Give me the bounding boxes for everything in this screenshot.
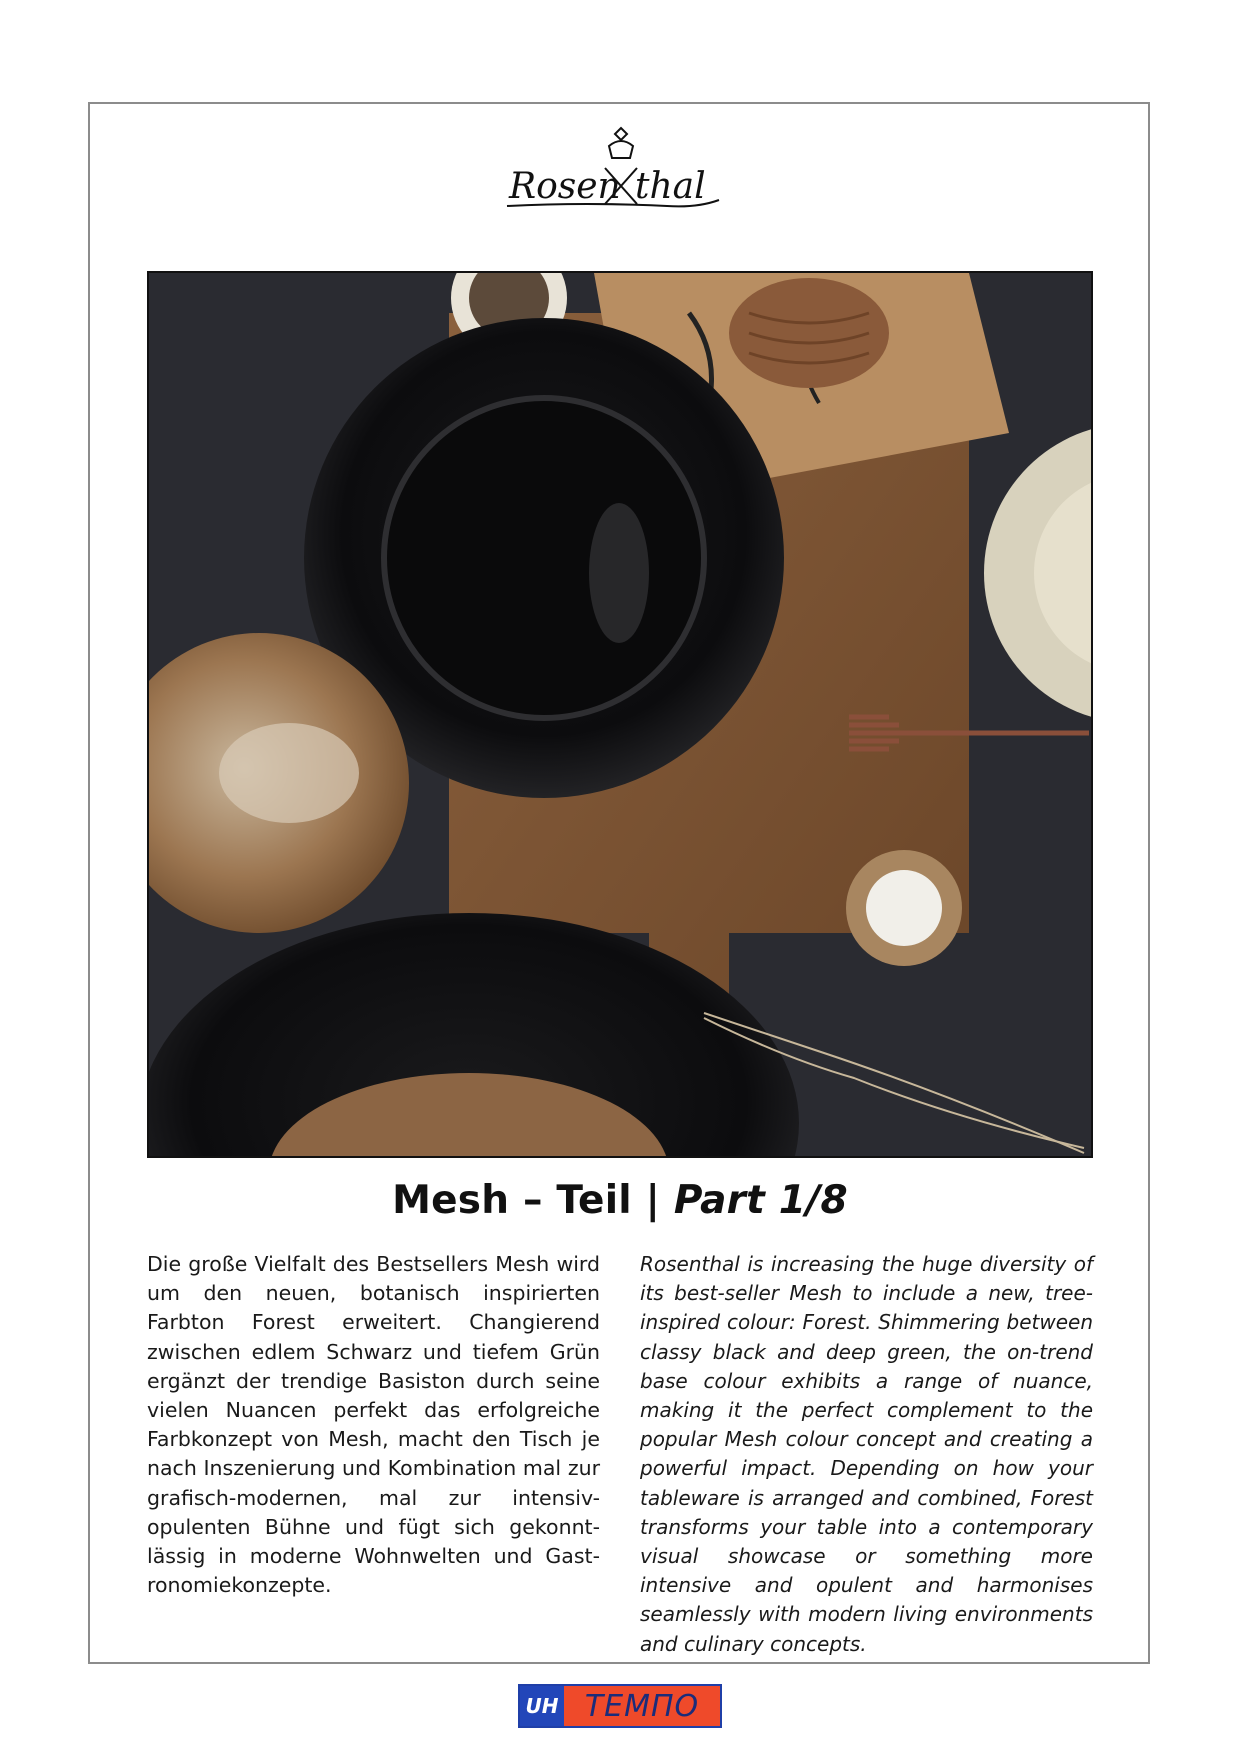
german-column — [147, 1250, 600, 1600]
tempo-word: ТЕМПО — [564, 1686, 720, 1726]
english-paragraph: Rosenthal is increasing the huge diversity of its best-seller Mesh to include a new, tree-inspired colour: Forest. Shimmering between classy black and deep green, the on-trend base colour exhibits a range of nuance, making it the perfect complement to the popular Mesh colour concept and creating a powerful impact. Depending on how your tableware is arranged and combined, Forest transforms your table into a contemporary visual showcase or something more intensive and opulent and harmonises seamlessly with modern living environments and culinary concepts. — [640, 1252, 1093, 1656]
german-paragraph: Die große Vielfalt des Bestsellers Mesh wird um den neuen, botanisch inspirierten Farbton Forest erweitert. Changierend zwischen edlem Schwarz und tiefem Grün ergänzt der trendige Basiston durch seine vielen Nuancen perfekt das erfolgreiche Farbkonzept von Mesh, macht den Tisch je nach Inszenierung und Kombination mal zur grafisch-modernen, mal zur intensiv-opulenten Bühne und fügt sich gekonnt-lässig in moderne Wohnwelten und Gastronomiekonzepte. — [147, 1252, 600, 1598]
tempo-uh-badge: UH — [520, 1686, 564, 1726]
english-column — [640, 1250, 1093, 1659]
tableware-photo — [147, 271, 1093, 1158]
title-english: Part 1/8 — [673, 1178, 848, 1223]
svg-text:Rosen: Rosen — [509, 166, 621, 207]
rosenthal-logo — [505, 124, 733, 212]
svg-text:thal: thal — [635, 166, 706, 207]
title-german: Mesh – Teil | — [392, 1178, 674, 1223]
page-title — [0, 1178, 1240, 1223]
tempo-logo — [518, 1684, 722, 1728]
